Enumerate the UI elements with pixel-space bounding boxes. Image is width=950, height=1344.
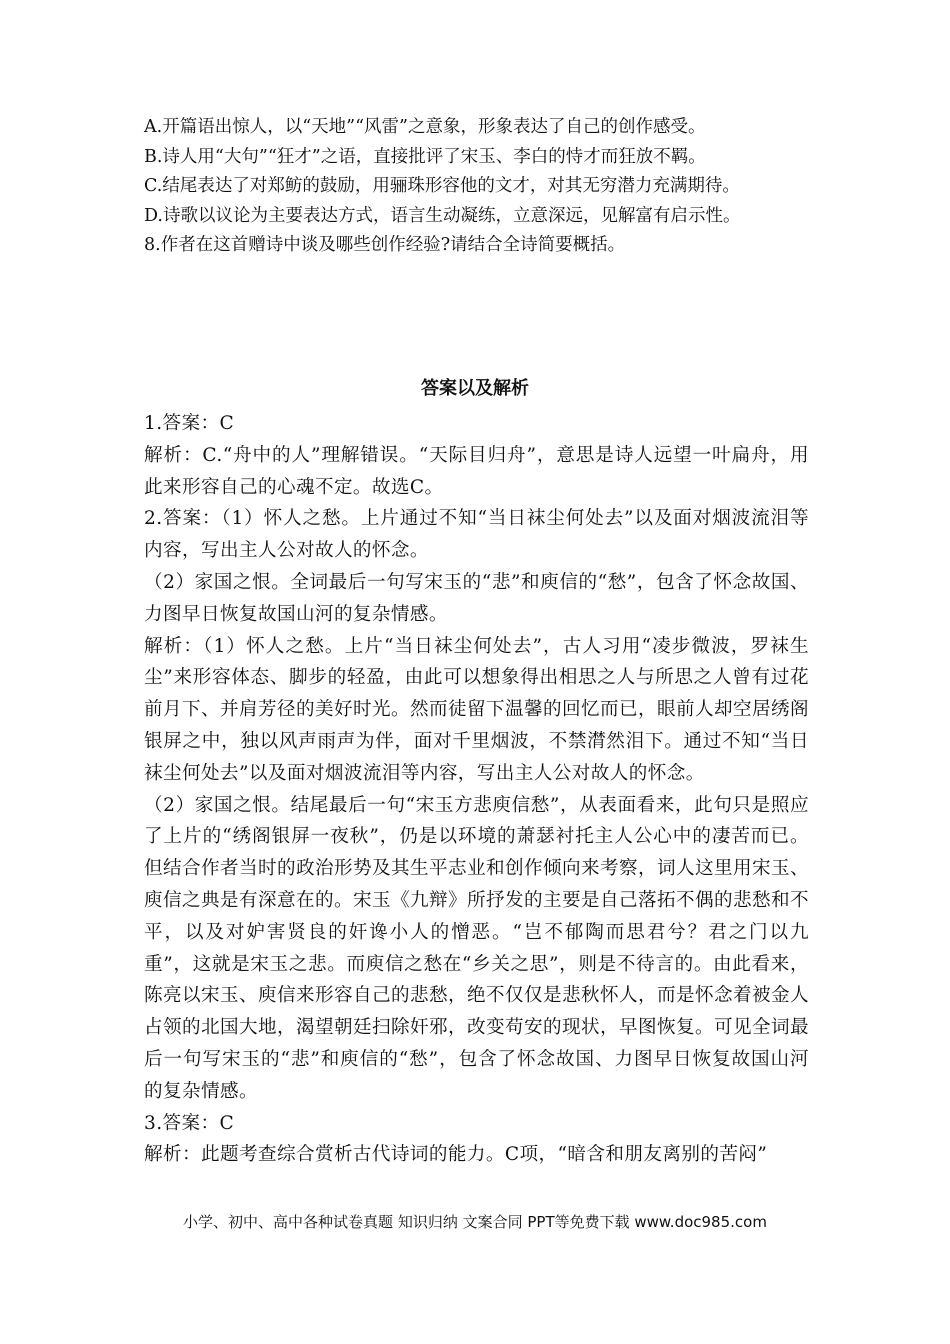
question-8: 8.作者在这首赠诗中谈及哪些创作经验?请结合全诗简要概括。	[144, 235, 626, 255]
page-footer: 小学、初中、高中各种试卷真题 知识归纳 文案合同 PPT等免费下载 www.doc985.com	[183, 1213, 767, 1231]
answer-2-part2: （2）家国之恨。全词最后一句写宋玉的“悲”和庾信的“愁”，包含了怀念故国、力图早日恢复故国山河的复杂情感。	[144, 571, 809, 625]
answer-3: 3.答案：C	[144, 1112, 235, 1134]
question7-options	[144, 113, 809, 261]
option-d: D.诗歌以议论为主要表达方式，语言生动凝练，立意深远，见解富有启示性。	[144, 205, 741, 226]
answer-1: 1.答案：C	[144, 413, 235, 434]
option-a: A.开篇语出惊人，以“天地”“风雷”之意象，形象表达了自己的创作感受。	[144, 117, 706, 137]
section-title: 答案以及解析	[421, 378, 529, 399]
analysis-2-part1: 解析：（1）怀人之愁。上片“当日袜尘何处去”，古人习用“凌步微波，罗袜生尘”来形容体态、脚步的轻盈，由此可以想象得出相思之人与所思之人曾有过花前月下、并肩芳径的美好时光。然而徒留下温馨的回忆而已，眼前人却空居绣阁银屏之中，独以风声雨声为伴，面对千里烟波，不禁潸然泪下。通过不知“当日袜尘何处去”以及面对烟波流泪等内容，写出主人公对故人的怀念。	[144, 635, 809, 784]
answers-section	[144, 408, 809, 1171]
analysis-3: 解析：此题考查综合赏析古代诗词的能力。C项，“暗含和朋友离别的苦闷”	[144, 1144, 768, 1166]
option-b: B.诗人用“大句”“狂才”之语，直接批评了宋玉、李白的恃才而狂放不羁。	[144, 146, 706, 167]
option-c: C.结尾表达了对郑鲂的鼓励，用骊珠形容他的文才，对其无穷潜力充满期待。	[144, 176, 740, 196]
answer-2-part1: 2.答案：（1）怀人之愁。上片通过不知“当日袜尘何处去”以及面对烟波流泪等内容，写出主人公对故人的怀念。	[144, 508, 809, 562]
analysis-2-part2: （2）家国之恨。结尾最后一句“宋玉方悲庾信愁”，从表面看来，此句只是照应了上片的“绣阁银屏一夜秋”，仍是以环境的萧瑟衬托主人公心中的凄苦而已。但结合作者当时的政治形势及其生平志业和创作倾向来考察，词人这里用宋玉、庾信之典是有深意在的。宋玉《九辩》所抒发的主要是自己落拓不偶的悲愁和不平，以及对妒害贤良的奸谗小人的憎恶。“岂不郁陶而思君兮？君之门以九重”，这就是宋玉之悲。而庾信之愁在“乡关之思”，则是不待言的。由此看来，陈亮以宋玉、庾信来形容自己的悲愁，绝不仅仅是悲秋怀人，而是怀念着被金人占领的北国大地，渴望朝廷扫除奸邪，改变苟安的现状，早图恢复。可见全词最后一句写宋玉的“悲”和庾信的“愁”，包含了怀念故国、力图早日恢复故国山河的复杂情感。	[144, 794, 809, 1102]
analysis-1: 解析：C.“舟中的人”理解错误。“天际目归舟”，意思是诗人远望一叶扁舟，用此来形容自己的心魂不定。故选C。	[144, 444, 809, 498]
